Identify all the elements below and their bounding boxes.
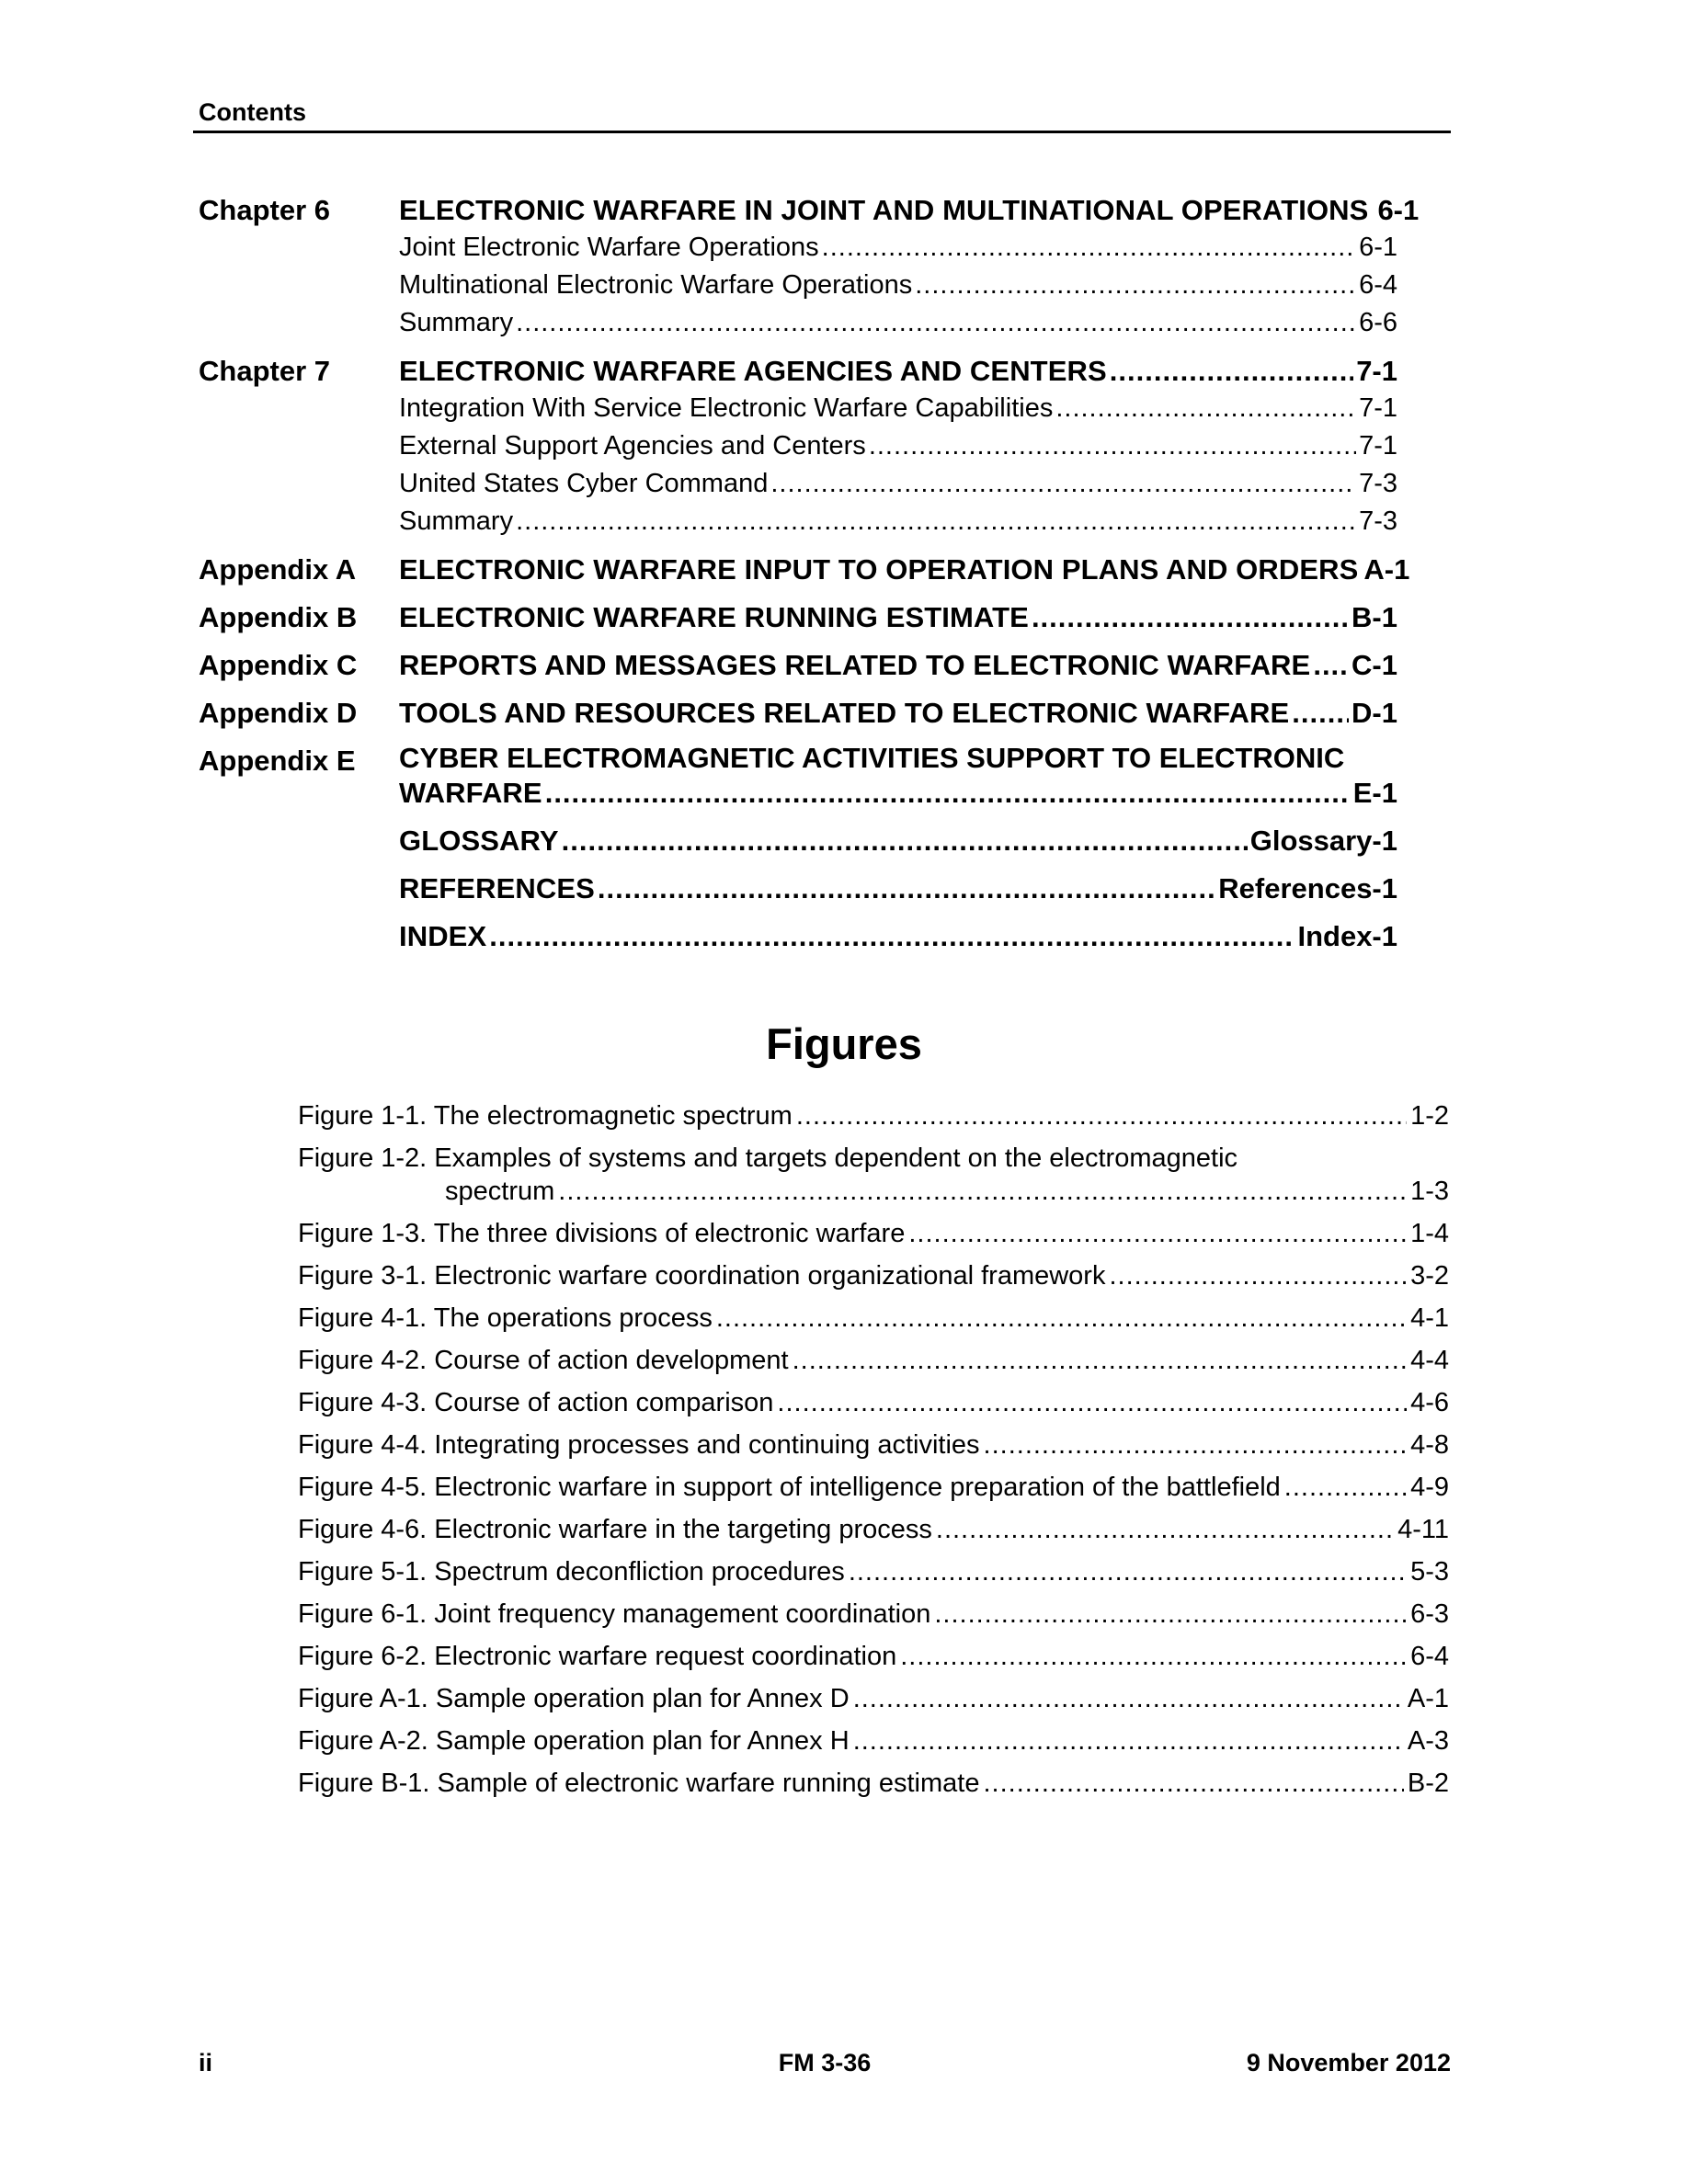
dot-leader (489, 917, 1295, 955)
toc-label: Chapter 6 (199, 194, 330, 226)
toc-entry-appendix-e[interactable] (399, 742, 1397, 812)
toc-page: Index-1 (1297, 920, 1397, 952)
figure-entry[interactable] (298, 1555, 1449, 1588)
toc-title: TOOLS AND RESOURCES RELATED TO ELECTRONIC WARFARE (399, 697, 1290, 729)
dot-leader (1292, 694, 1349, 732)
figure-page: 6-4 (1410, 1642, 1449, 1671)
toc-title: Joint Electronic Warfare Operations (399, 233, 819, 262)
toc-title: REFERENCES (399, 872, 595, 904)
running-head: Contents (199, 98, 306, 126)
dot-leader (869, 427, 1356, 465)
toc-section[interactable] (399, 267, 1397, 304)
toc-page: A-1 (1363, 553, 1410, 586)
dot-leader (822, 229, 1356, 267)
toc-title: ELECTRONIC WARFARE AGENCIES AND CENTERS (399, 355, 1107, 387)
dot-leader (849, 1555, 1407, 1588)
toc-entry-index[interactable] (399, 917, 1397, 955)
figure-page: A-3 (1407, 1726, 1449, 1756)
dot-leader (770, 465, 1356, 503)
figure-title: Figure 4-3. Course of action comparison (298, 1388, 774, 1417)
figure-page: B-2 (1407, 1769, 1449, 1798)
dot-leader (558, 1175, 1407, 1208)
dot-leader (1284, 1471, 1407, 1504)
toc-page: 6-6 (1359, 308, 1397, 337)
toc-entry-appendix-b[interactable] (399, 598, 1397, 636)
figure-title: Figure 4-2. Course of action development (298, 1346, 789, 1375)
figure-title: Figure 6-1. Joint frequency management coordination (298, 1599, 931, 1629)
figure-entry[interactable] (298, 1640, 1449, 1673)
figure-page: 4-4 (1410, 1346, 1449, 1375)
page-footer (199, 2046, 1451, 2079)
footer-date: 9 November 2012 (1246, 2049, 1451, 2076)
toc-title: External Support Agencies and Centers (399, 431, 866, 461)
toc-title: Summary (399, 308, 514, 337)
figure-entry[interactable] (298, 1259, 1449, 1292)
dot-leader (1109, 1259, 1407, 1292)
toc-page: References-1 (1218, 872, 1397, 904)
toc-title: GLOSSARY (399, 825, 559, 857)
figure-page: 4-6 (1410, 1388, 1449, 1417)
header-rule (193, 131, 1451, 133)
toc-title: ELECTRONIC WARFARE IN JOINT AND MULTINATIONAL OPERATIONS (399, 194, 1369, 226)
figure-page: 1-2 (1410, 1101, 1449, 1131)
toc-section[interactable] (399, 427, 1397, 465)
toc-entry-chapter-6[interactable] (399, 191, 1420, 229)
toc-page: 7-1 (1359, 431, 1397, 461)
figure-entry[interactable] (298, 1386, 1449, 1419)
figure-page: 4-8 (1410, 1430, 1449, 1460)
footer-publication: FM 3-36 (778, 2049, 872, 2076)
dot-leader (1110, 352, 1353, 390)
toc-page: 7-1 (1359, 393, 1397, 423)
dot-leader (908, 1217, 1407, 1250)
dot-leader (900, 1640, 1407, 1673)
figure-title: Figure 3-1. Electronic warfare coordination organizational framework (298, 1261, 1106, 1291)
toc-title: United States Cyber Command (399, 469, 769, 498)
toc-label: Appendix D (199, 697, 358, 729)
figure-page: A-1 (1407, 1684, 1449, 1713)
toc-section[interactable] (399, 304, 1397, 342)
dot-leader (793, 1344, 1408, 1377)
figure-entry[interactable] (298, 1217, 1449, 1250)
figure-entry[interactable] (298, 1471, 1449, 1504)
dot-leader (984, 1428, 1408, 1462)
figure-title: spectrum (445, 1177, 555, 1206)
figure-title: Figure 1-3. The three divisions of electronic warfare (298, 1219, 906, 1248)
toc-section[interactable] (399, 465, 1397, 503)
figure-page: 1-4 (1410, 1219, 1449, 1248)
dot-leader (915, 267, 1356, 304)
dot-leader (1032, 598, 1349, 636)
figure-page: 4-9 (1410, 1473, 1449, 1502)
toc-title-line: CYBER ELECTROMAGNETIC ACTIVITIES SUPPORT TO ELECTRONIC (399, 742, 1345, 774)
toc-appendix-a (199, 551, 1410, 588)
dot-leader (716, 1302, 1407, 1335)
toc-title: Multinational Electronic Warfare Operations (399, 270, 913, 300)
figure-title: Figure 6-2. Electronic warfare request coordination (298, 1642, 897, 1671)
toc-section[interactable] (399, 503, 1397, 540)
list-of-figures (298, 1099, 1449, 1809)
figure-entry[interactable] (298, 1682, 1449, 1715)
figure-title: Figure 4-4. Integrating processes and continuing activities (298, 1430, 980, 1460)
figure-page: 4-1 (1410, 1303, 1449, 1333)
figure-entry[interactable] (298, 1724, 1449, 1757)
toc-page: B-1 (1352, 601, 1397, 633)
toc-page: 6-1 (1359, 233, 1397, 262)
toc-appendix-c (199, 646, 1397, 684)
figure-title-line: Figure 1-2. Examples of systems and targets dependent on the electromagnetic (298, 1143, 1238, 1173)
toc-label: Appendix B (199, 601, 358, 633)
toc-label: Appendix C (199, 649, 358, 681)
toc-backmatter (199, 822, 1397, 955)
figure-entry[interactable] (298, 1598, 1449, 1631)
dot-leader (853, 1724, 1404, 1757)
toc-entry-appendix-c[interactable] (399, 646, 1397, 684)
toc-label: Appendix E (199, 745, 356, 777)
toc-entry-appendix-a[interactable] (399, 551, 1410, 588)
toc-title: ELECTRONIC WARFARE INPUT TO OPERATION PLANS AND ORDERS (399, 553, 1359, 586)
toc-page: 7-3 (1359, 469, 1397, 498)
toc-title: WARFARE (399, 777, 542, 809)
toc-entry-glossary[interactable] (399, 822, 1397, 859)
dot-leader (545, 774, 1351, 812)
toc-entry-references[interactable] (399, 870, 1397, 907)
figure-entry[interactable] (298, 1099, 1449, 1132)
figures-heading: Figures (766, 1019, 922, 1068)
toc-section[interactable] (399, 229, 1397, 267)
figure-entry[interactable] (298, 1513, 1449, 1546)
toc-label: Chapter 7 (199, 355, 330, 387)
toc-page: E-1 (1352, 777, 1397, 809)
figure-page: 4-11 (1397, 1515, 1449, 1544)
dot-leader (516, 304, 1356, 342)
footer-page-number: ii (199, 2049, 213, 2076)
dot-leader (936, 1513, 1394, 1546)
figure-page: 5-3 (1410, 1557, 1449, 1587)
toc-page: 7-1 (1356, 355, 1397, 387)
dot-leader (516, 503, 1356, 540)
figure-page: 3-2 (1410, 1261, 1449, 1291)
figure-title: Figure 1-1. The electromagnetic spectrum (298, 1101, 793, 1131)
dot-leader (853, 1682, 1404, 1715)
toc-chapter-6 (199, 191, 1420, 342)
toc-page: 6-4 (1359, 270, 1397, 300)
figure-title: Figure 4-5. Electronic warfare in support of intelligence preparation of the battlefield (298, 1473, 1281, 1502)
toc-title: ELECTRONIC WARFARE RUNNING ESTIMATE (399, 601, 1029, 633)
dot-leader (777, 1386, 1407, 1419)
toc-label: Appendix A (199, 553, 357, 586)
dot-leader (796, 1099, 1407, 1132)
toc-page: C-1 (1352, 649, 1397, 681)
dot-leader (1313, 646, 1349, 684)
toc-page: 6-1 (1377, 194, 1420, 226)
figure-title: Figure A-1. Sample operation plan for Annex D (298, 1684, 850, 1713)
toc-appendix-d (199, 694, 1397, 732)
table-of-contents (199, 191, 1420, 965)
toc-appendix-b (199, 598, 1397, 636)
toc-title: Integration With Service Electronic Warfare Capabilities (399, 393, 1054, 423)
figure-entry[interactable] (298, 1142, 1449, 1208)
dot-leader (1055, 390, 1356, 427)
toc-entry-chapter-7[interactable] (399, 352, 1397, 390)
dot-leader (983, 1767, 1403, 1800)
toc-appendix-e (199, 742, 1397, 812)
toc-title: INDEX (399, 920, 487, 952)
figure-entry[interactable] (298, 1428, 1449, 1462)
figure-title: Figure 4-1. The operations process (298, 1303, 713, 1333)
figure-title: Figure B-1. Sample of electronic warfare running estimate (298, 1769, 980, 1798)
toc-entry-appendix-d[interactable] (399, 694, 1397, 732)
dot-leader (934, 1598, 1407, 1631)
toc-title: REPORTS AND MESSAGES RELATED TO ELECTRONIC WARFARE (399, 649, 1311, 681)
figure-title: Figure 4-6. Electronic warfare in the targeting process (298, 1515, 932, 1544)
dot-leader (562, 822, 1248, 859)
toc-page: D-1 (1352, 697, 1397, 729)
toc-title: Summary (399, 506, 514, 536)
toc-page: Glossary-1 (1249, 825, 1397, 857)
figure-page: 6-3 (1410, 1599, 1449, 1629)
toc-section[interactable] (399, 390, 1397, 427)
figure-entry[interactable] (298, 1302, 1449, 1335)
figure-page: 1-3 (1410, 1177, 1449, 1206)
toc-chapter-7 (199, 352, 1397, 540)
figure-title: Figure 5-1. Spectrum deconfliction procedures (298, 1557, 845, 1587)
figure-title: Figure A-2. Sample operation plan for Annex H (298, 1726, 850, 1756)
figure-entry[interactable] (298, 1767, 1449, 1800)
figure-entry[interactable] (298, 1344, 1449, 1377)
dot-leader (598, 870, 1215, 907)
toc-page: 7-3 (1359, 506, 1397, 536)
